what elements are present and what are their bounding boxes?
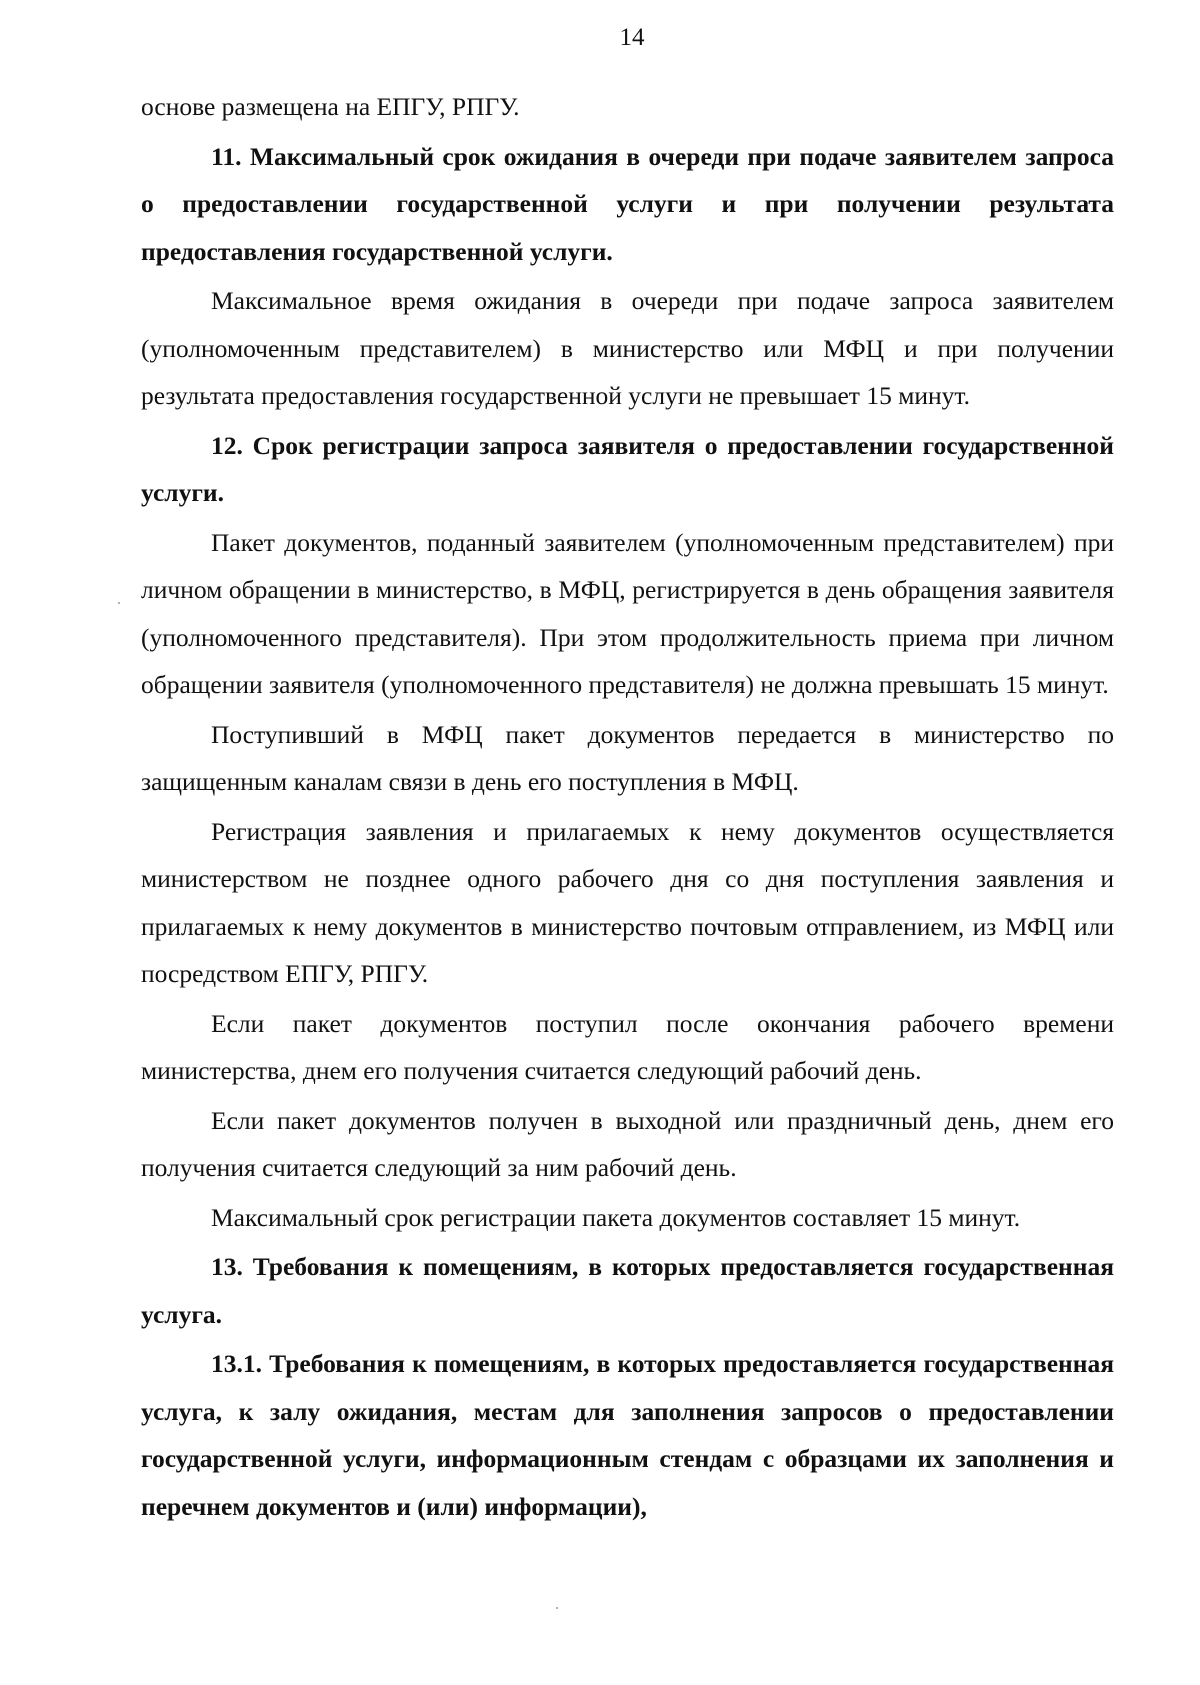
paragraph-after-hours: Если пакет документов поступил после окончания рабочего времени министерства, днем его получения считается следующий рабочий день.	[141, 1008, 1114, 1085]
section-heading-13-1: 13.1. Требования к помещениям, в которых предоставляется государственная услуга, к залу ожидания, местам для заполнения запросов о предоставлении государственной услуги, информационным стендам с образцами их заполнения и перечнем документов и (или) информации),	[141, 1349, 1114, 1521]
page-number: 14	[619, 24, 645, 51]
section-heading-13: 13. Требования к помещениям, в которых предоставляется государственная услуга.	[141, 1252, 1114, 1329]
section-heading-12: 12. Срок регистрации запроса заявителя о предоставлении государственной услуги.	[141, 430, 1114, 507]
paragraph-mfc-transfer: Поступивший в МФЦ пакет документов передается в министерство по защищенным каналам связи в день его поступления в МФЦ.	[141, 719, 1114, 796]
paragraph-queue-time: Максимальное время ожидания в очереди при подаче запроса заявителем (уполномоченным представителем) в министерство или МФЦ и при получении результата предоставления государственной услуги не превышает 15 минут.	[141, 286, 1114, 410]
paragraph-max-registration-time: Максимальный срок регистрации пакета документов составляет 15 минут.	[211, 1202, 1021, 1232]
scan-speck	[556, 1607, 558, 1609]
paragraph-registration-personal: Пакет документов, поданный заявителем (уполномоченным представителем) при личном обращении в министерство, в МФЦ, регистрируется в день обращения заявителя (уполномоченного представителя). При этом продолжительность приема при личном обращении заявителя (уполномоченного представителя) не должна превышать 15 минут.	[141, 527, 1114, 699]
paragraph-holiday: Если пакет документов получен в выходной или праздничный день, днем его получения считается следующий за ним рабочий день.	[141, 1105, 1114, 1182]
scan-speck	[118, 602, 120, 604]
document-body	[141, 83, 1114, 1532]
section-heading-11: 11. Максимальный срок ожидания в очереди при подаче заявителем запроса о предоставлении государственной услуги и при получении результата предоставления государственной услуги.	[141, 141, 1114, 266]
paragraph-registration-deadline: Регистрация заявления и прилагаемых к нему документов осуществляется министерством не позднее одного рабочего дня со дня поступления заявления и прилагаемых к нему документов в министерство почтовым отправлением, из МФЦ или посредством ЕПГУ, РПГУ.	[141, 816, 1114, 988]
paragraph-continuation: основе размещена на ЕПГУ, РПГУ.	[141, 92, 520, 121]
